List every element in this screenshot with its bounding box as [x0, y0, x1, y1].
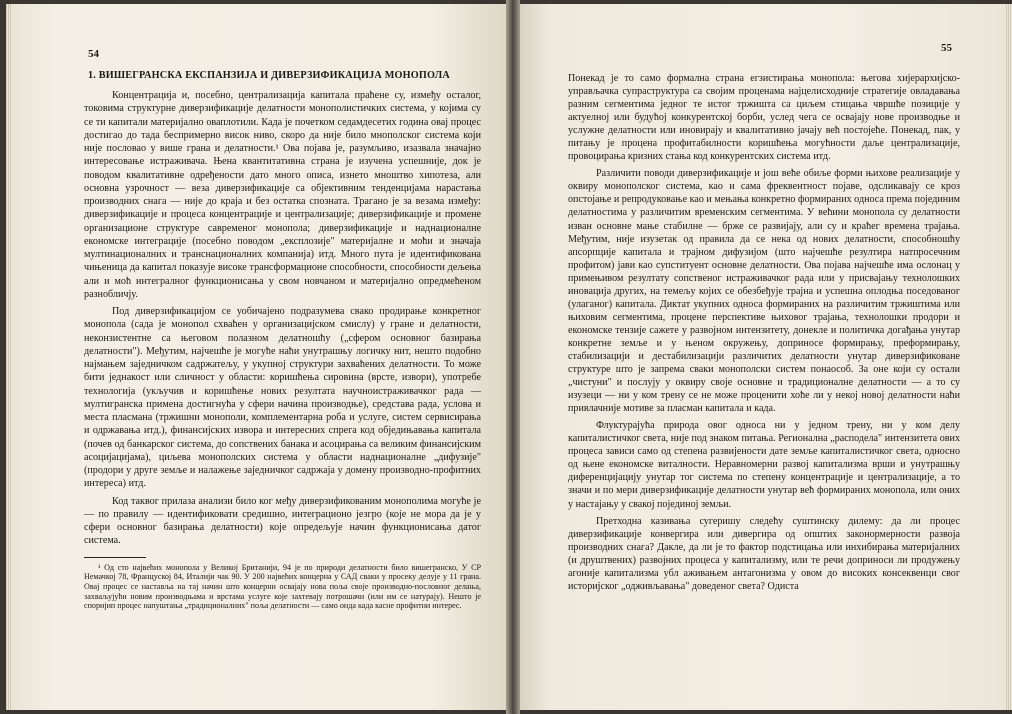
left-paragraph-1: Концентрација и, посебно, централизација капитала праћене су, између осталог, токовима структурне диверзификације делатности монополистичких система, у којима су се ти капитали материјално оваплотили. Када је почетком седамдесетих година овај процес достигао до тада беспримерно висок ниво, скоро да није било мнополског система који није пословао у више грана и делатности.¹ Ова појава је, разумљиво, изазвала значајно интересовање истраживача. Њена квантитативна страна је изучена успешније, док је поводом квалитативне одређености дато много описа, изнето мноштво хипотеза, али основна узрочност — веза диверзификације са објективним тенденцијама нарастања производних снага — није до краја и без остатка спозната. Трагано је за везама између: диверзификације и процеса концентрације и централизације; диверзификације и промене организационе структуре савременог монопола; диверзификације и наднационалне економске интеграције (посебно поводом „експлозије" материјалне и моћи и значаја мултинационалних и транснационалних компанија) итд. Много пута је идентификована чињеница да капитал показује високе трансформационе способности, способности дељења али и моћ интегралног функционисања у свом новчаном и материјално опредмећеном разнобличју.: [84, 90, 481, 300]
right-paragraph-1: Понекад је то само формална страна егзистирања монопола: његова хијерархијско-управљачка супраструктура са својим проценама најцелисходније стратегије овладавања разним сегментима једног те истог тржишта са циљем стицања чвршће позиције у актуелној или будућој конкурентској борби, услед чега се освајају нове производње и услужне делатности или иновирају и квалитативно јачају већ постојеће. Понекад, пак, у питању је процена профитабилности коришћења могућности даље централизације, провоцирања кризних стања код конкурентских система итд.: [568, 73, 960, 163]
left-page: [12, 4, 507, 710]
left-page-number: 54: [88, 48, 99, 60]
footnote: ¹ Од сто највећих монопола у Великој Британији, 94 је по природи делатности било вишегранско, У СР Немачкој 78, Француској 84, Италији чак 90. У 200 највећих концерна у САД сваки у просеку делује у 11 грана. Овај процес се наставља на тај начин што концерни освајају нова поља своје производно-пословног делања, захваљујући новим производњама и врстама услуге које захтевају потрошачи (или им се натурају). Нешто је споријип процес напуштања „традиционалних" поља делатности — само онда када касне профитни интерес.: [84, 562, 481, 611]
right-page-edges: [1006, 4, 1012, 710]
section-heading: 1. ВИШЕГРАНСКА ЕКСПАНЗИЈА И ДИВЕРЗИФИКАЦИЈА МОНОПОЛА: [88, 70, 450, 81]
right-paragraph-4: Претходна казивања сугеришу следећу суштинску дилему: да ли процес диверзификације конвергира или дивергира од општих законормерности развоја производних снага? Дакле, да ли је то фактор подстицања или инхибирања материјалних (и друштвених) развојних процеса у капитализму, или те речи доприноси ли продужењу агоније капитализма убл аживањем антагонизма у овом до високих консеквенци свог историјског „одживљавања" доведеног света? Одиста: [568, 515, 960, 592]
right-paragraph-3: Флуктурајућа природа овог односа ни у једном трену, ни у ком делу капиталистичког света, није под знаком питања. Регионална „расподела" интензитета ових процеса зависи само од степена развијености дате земље капиталистичког света, односно од њене економске виталности. Неравномерни развој капитализма врши и унутрашњу диференцијацију унутар тог система по степену концентрације и централизације, а то значи и по мери диверзификације делатности унутар већ формираних монопола, или оних у настајању у свакој појединој земљи.: [568, 420, 960, 510]
right-page: [520, 4, 1008, 710]
footnote-rule: [84, 557, 146, 558]
left-paragraph-3: Код таквог прилаза анализи било ког међу диверзификованим монополима могуће је — по правилу — идентификовати средишно, интеграционо језгро (које не мора да је у сфери основног базирања делатности) које опредељује начин функционисања датог система.: [84, 495, 481, 547]
right-paragraph-2: Различити поводи диверзификације и још веће обиље форми њихове реализације у оквиру монополског система, као и сама фреквентност појаве, одсликавају се кроз опстојање и репродуковање као и мењања конкретно формираних односа према појединим делатностима у различитим временским сегментима. У већини монопола су делатности изван основне мање стабилне — брже се развијају, али су и краћег времена трајања. Међутим, није изузетак од правила да се нека од нових делатности, способношћу апсорпције капитала и трајном дифузијом (што најчешће резултира натпросечним профитом) јави као супституент основне делатности. Ова појава најчешће има ослонац у примењивом резултату сопственог истраживачког рада или у присвајању технолошких иновација других, на темељу којих се обезбеђује трајна и успешна оплодња поседованог (улаганог) капитала. Диктат укупних односа формираних на различитим тржиштима или њиховим сегментима, проценe перспективе њиховог трајања, технолошки продори и економске тензије сажете у развојном интензитету, донекле и политичка догађања унутар конкретне земље и у њеном окружењу, доприносе формирању, преформирању, стабилизацији и дестабилизацији различитих делатности унутар диверзификоване структуре што је запрема сваки монополски систем понаособ. За оне који су остали „чистуни" и послују у оквиру своје основне и традиционалне делатности — а то су изузеци — ни у ком трену се не може проценити хоће ли у некој новој делатности наћи привлачније мотиве за пласман капитала и када.: [568, 168, 960, 415]
right-page-number: 55: [941, 42, 952, 54]
right-page-text: [568, 72, 960, 593]
book-gutter: [506, 0, 520, 714]
left-paragraph-2: Под диверзификацијом се уобичајено подразумева свако продирање конкретног монопола (сада је монопол схваћен у организацијском смислу) у гране и делатности, неконзистентне са његовом полазном делатношћу („сфером основног базирања делатности"). Међутим, најчешће је могуће наћи унутрашњу логичку нит, нешто подобно најмањем заједничком садржатељу, у укупној структури захваћених делатности. То може бити једнакост или сличност у области: коришћења сировина (врсте, извори), употребе технологија (укључив и коришћење нових резултата научноистраживачког рада — мултигранска примена достигнућа у сфери начина производње), средстава рада, услова и места пласмана (тржишни монополи, комплементарна роба и услуге, систем сервисирања и одржавања итд.), финансијских извора и интересних спрега код обједињавања капитала (почев од банкарског система, до сопствених банака и асоцирања са великим финансијским асоцијацијама), циљева монополских система у области наднационалне „дифузије" (продори у друге земље и налажење заједничког садржаја у домену производно-профитних интереса) итд.: [84, 306, 481, 490]
